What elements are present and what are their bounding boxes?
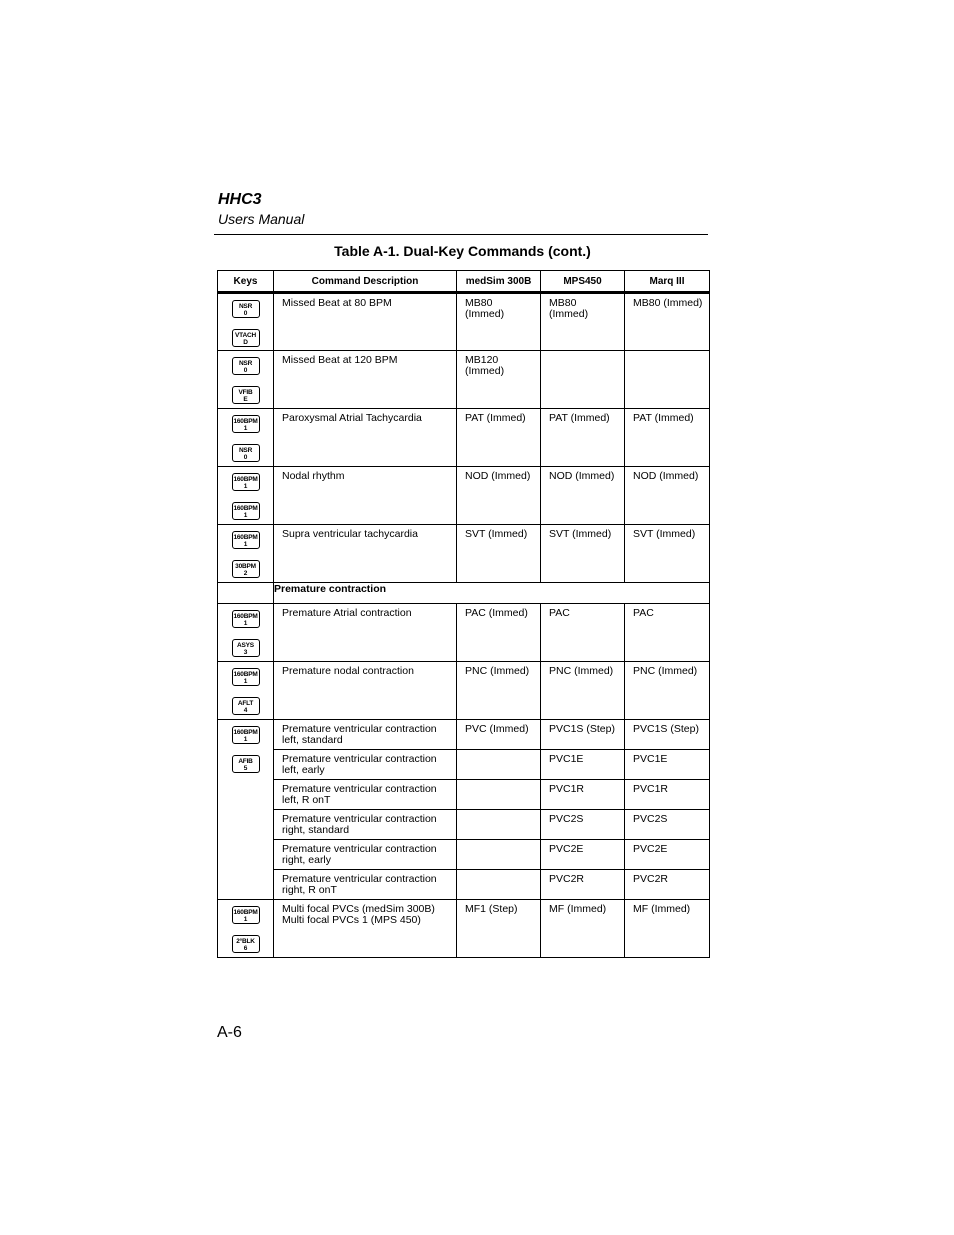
table-row xyxy=(218,810,710,840)
table-row xyxy=(218,870,710,900)
key-icon: 30BPM 2 xyxy=(232,560,260,578)
mps450-command: PVC1R xyxy=(541,780,625,810)
medsim-command xyxy=(457,870,541,900)
table-row xyxy=(218,780,710,810)
mps450-command: MB80 (Immed) xyxy=(541,293,625,351)
marq-command: PVC2R xyxy=(625,870,710,900)
table-row xyxy=(218,525,710,583)
mps450-command xyxy=(541,351,625,409)
manual-subtitle: Users Manual xyxy=(218,211,305,227)
command-description: Premature ventricular contraction left, early xyxy=(274,750,457,780)
key-icon: VFIB E xyxy=(232,386,260,404)
keys-cell xyxy=(218,720,274,900)
marq-command: NOD (Immed) xyxy=(625,467,710,525)
command-description: Missed Beat at 80 BPM xyxy=(274,293,457,351)
marq-command: PNC (Immed) xyxy=(625,662,710,720)
mps450-command: PNC (Immed) xyxy=(541,662,625,720)
key-icon: NSR 0 xyxy=(232,444,260,462)
command-description: Premature ventricular contraction right, early xyxy=(274,840,457,870)
command-description: Premature ventricular contraction left, standard xyxy=(274,720,457,750)
table-row xyxy=(218,293,710,351)
medsim-command: NOD (Immed) xyxy=(457,467,541,525)
command-description: Premature ventricular contraction right, standard xyxy=(274,810,457,840)
key-icon: VTACH D xyxy=(232,329,260,347)
col-header-keys: Keys xyxy=(218,271,274,293)
page-number: A-6 xyxy=(217,1024,242,1041)
mps450-command: PVC1S (Step) xyxy=(541,720,625,750)
mps450-command: SVT (Immed) xyxy=(541,525,625,583)
key-icon: 2°BLK 6 xyxy=(232,935,260,953)
medsim-command: PAC (Immed) xyxy=(457,604,541,662)
key-icon: AFLT 4 xyxy=(232,697,260,715)
medsim-command: SVT (Immed) xyxy=(457,525,541,583)
command-description: Supra ventricular tachycardia xyxy=(274,525,457,583)
key-icon: 160BPM 1 xyxy=(232,668,260,686)
key-icon: 160BPM 1 xyxy=(232,610,260,628)
description-line: Multi focal PVCs (medSim 300B) xyxy=(282,903,435,915)
keys-cell xyxy=(218,900,274,958)
col-header-description: Command Description xyxy=(274,271,457,293)
command-description: Nodal rhythm xyxy=(274,467,457,525)
marq-command: MF (Immed) xyxy=(625,900,710,958)
medsim-command: MB80 (Immed) xyxy=(457,293,541,351)
marq-command xyxy=(625,351,710,409)
keys-cell xyxy=(218,525,274,583)
table-row xyxy=(218,351,710,409)
marq-command: SVT (Immed) xyxy=(625,525,710,583)
medsim-command xyxy=(457,750,541,780)
table-row xyxy=(218,750,710,780)
medsim-command: PNC (Immed) xyxy=(457,662,541,720)
keys-cell xyxy=(218,351,274,409)
command-description: Premature nodal contraction xyxy=(274,662,457,720)
col-header-medsim: medSim 300B xyxy=(457,271,541,293)
manual-title: HHC3 xyxy=(218,191,262,208)
table-row xyxy=(218,840,710,870)
command-description: Premature Atrial contraction xyxy=(274,604,457,662)
medsim-command: MF1 (Step) xyxy=(457,900,541,958)
key-icon: 160BPM 1 xyxy=(232,726,260,744)
mps450-command: MF (Immed) xyxy=(541,900,625,958)
mps450-command: NOD (Immed) xyxy=(541,467,625,525)
col-header-mps450: MPS450 xyxy=(541,271,625,293)
col-header-marq: Marq III xyxy=(625,271,710,293)
marq-command: PVC1R xyxy=(625,780,710,810)
keys-cell xyxy=(218,467,274,525)
key-icon: 160BPM 1 xyxy=(232,906,260,924)
medsim-command: PAT (Immed) xyxy=(457,409,541,467)
mps450-command: PVC2R xyxy=(541,870,625,900)
section-keys-cell xyxy=(218,583,274,604)
marq-command: PVC2S xyxy=(625,810,710,840)
key-icon: NSR 0 xyxy=(232,357,260,375)
dual-key-commands-table xyxy=(217,270,710,958)
marq-command: PVC1E xyxy=(625,750,710,780)
description-line: Multi focal PVCs 1 (MPS 450) xyxy=(282,914,421,926)
command-description: Premature ventricular contraction right, R onT xyxy=(274,870,457,900)
key-icon: 160BPM 1 xyxy=(232,473,260,491)
medsim-command xyxy=(457,780,541,810)
table-row xyxy=(218,900,710,958)
table-row xyxy=(218,720,710,750)
keys-cell xyxy=(218,604,274,662)
mps450-command: PVC1E xyxy=(541,750,625,780)
keys-cell xyxy=(218,409,274,467)
marq-command: MB80 (Immed) xyxy=(625,293,710,351)
medsim-command: MB120 (Immed) xyxy=(457,351,541,409)
key-icon: ASYS 3 xyxy=(232,639,260,657)
medsim-command xyxy=(457,810,541,840)
command-description: Premature ventricular contraction left, R onT xyxy=(274,780,457,810)
key-icon: 160BPM 1 xyxy=(232,415,260,433)
section-label: Premature contraction xyxy=(274,583,710,604)
table-header-row xyxy=(218,271,710,293)
table-row xyxy=(218,467,710,525)
table-row xyxy=(218,662,710,720)
command-description xyxy=(274,900,457,958)
keys-cell xyxy=(218,293,274,351)
keys-cell xyxy=(218,662,274,720)
mps450-command: PVC2S xyxy=(541,810,625,840)
marq-command: PAC xyxy=(625,604,710,662)
table-row xyxy=(218,409,710,467)
marq-command: PVC2E xyxy=(625,840,710,870)
key-icon: AFIB 5 xyxy=(232,755,260,773)
key-icon: NSR 0 xyxy=(232,300,260,318)
command-description: Missed Beat at 120 BPM xyxy=(274,351,457,409)
mps450-command: PAC xyxy=(541,604,625,662)
key-icon: 160BPM 1 xyxy=(232,502,260,520)
marq-command: PAT (Immed) xyxy=(625,409,710,467)
table-title: Table A-1. Dual-Key Commands (cont.) xyxy=(334,243,591,259)
mps450-command: PVC2E xyxy=(541,840,625,870)
section-row xyxy=(218,583,710,604)
marq-command: PVC1S (Step) xyxy=(625,720,710,750)
key-icon: 160BPM 1 xyxy=(232,531,260,549)
table-row xyxy=(218,604,710,662)
medsim-command xyxy=(457,840,541,870)
header-rule xyxy=(214,234,708,235)
command-description: Paroxysmal Atrial Tachycardia xyxy=(274,409,457,467)
mps450-command: PAT (Immed) xyxy=(541,409,625,467)
medsim-command: PVC (Immed) xyxy=(457,720,541,750)
